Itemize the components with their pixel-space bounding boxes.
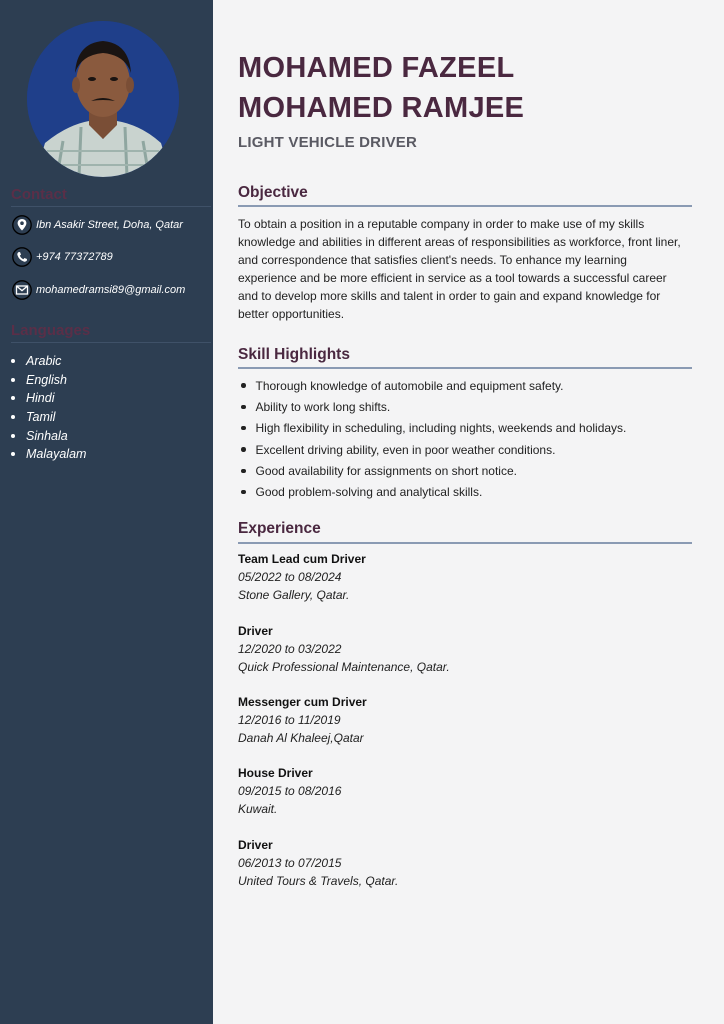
job-role: Driver	[238, 838, 273, 852]
email-text[interactable]: mohamedramsi89@gmail.com	[36, 284, 186, 296]
address-text: Ibn Asakir Street, Doha, Qatar	[36, 219, 183, 231]
language-item: Tamil	[11, 408, 86, 427]
job-company: Danah Al Khaleej,Qatar	[238, 731, 364, 745]
contact-divider	[11, 206, 211, 207]
skill-item: Thorough knowledge of automobile and equipment safety.	[238, 375, 626, 396]
job-role: House Driver	[238, 766, 313, 780]
sidebar	[0, 0, 213, 1024]
bullet-icon	[241, 490, 246, 495]
job-dates: 05/2022 to 08/2024	[238, 570, 342, 584]
bullet-icon	[11, 452, 15, 456]
bullet-icon	[241, 447, 246, 452]
skill-item: Excellent driving ability, even in poor weather conditions.	[238, 439, 626, 460]
contact-heading: Contact	[11, 186, 67, 203]
experience-entry	[238, 693, 688, 747]
languages-list	[11, 352, 86, 464]
experience-heading: Experience	[238, 520, 321, 537]
job-role: Driver	[238, 624, 273, 638]
skill-item: High flexibility in scheduling, including nights, weekends and holidays.	[238, 418, 626, 439]
experience-divider	[238, 542, 692, 544]
skill-item: Good availability for assignments on short notice.	[238, 460, 626, 481]
skills-list	[238, 375, 626, 503]
envelope-icon	[11, 279, 33, 301]
language-item: Arabic	[11, 352, 86, 371]
bullet-icon	[11, 434, 15, 438]
phone-text: +974 77372789	[36, 251, 113, 263]
job-role: Messenger cum Driver	[238, 695, 367, 709]
job-company: Stone Gallery, Qatar.	[238, 588, 350, 602]
job-role: Team Lead cum Driver	[238, 552, 366, 566]
bullet-icon	[11, 396, 15, 400]
name-line-2: MOHAMED RAMJEE	[238, 92, 525, 124]
name-line-1: MOHAMED FAZEEL	[238, 52, 515, 84]
job-company: Kuwait.	[238, 802, 278, 816]
experience-entry	[238, 550, 688, 604]
bullet-icon	[11, 359, 15, 363]
job-dates: 12/2020 to 03/2022	[238, 642, 342, 656]
skill-item: Good problem-solving and analytical skills.	[238, 481, 626, 502]
language-item: English	[11, 371, 86, 390]
bullet-icon	[241, 383, 246, 388]
experience-entry	[238, 764, 688, 818]
bullet-icon	[241, 405, 246, 410]
bullet-icon	[11, 415, 15, 419]
objective-divider	[238, 205, 692, 207]
job-dates: 09/2015 to 08/2016	[238, 784, 342, 798]
bullet-icon	[241, 426, 246, 431]
job-dates: 12/2016 to 11/2019	[238, 713, 341, 727]
contact-phone	[11, 246, 113, 268]
skill-item: Ability to work long shifts.	[238, 396, 626, 417]
language-item: Hindi	[11, 389, 86, 408]
job-dates: 06/2013 to 07/2015	[238, 856, 342, 870]
languages-divider	[11, 342, 211, 343]
bullet-icon	[241, 469, 246, 474]
phone-icon	[11, 246, 33, 268]
contact-address	[11, 214, 183, 236]
job-company: Quick Professional Maintenance, Qatar.	[238, 660, 450, 674]
languages-heading: Languages	[11, 322, 91, 339]
location-pin-icon	[11, 214, 33, 236]
experience-entry	[238, 622, 688, 676]
language-item: Sinhala	[11, 426, 86, 445]
bullet-icon	[11, 378, 15, 382]
job-company: United Tours & Travels, Qatar.	[238, 874, 399, 888]
profile-photo	[27, 21, 179, 177]
experience-entry	[238, 836, 688, 890]
language-item: Malayalam	[11, 445, 86, 464]
objective-text: To obtain a position in a reputable company in order to make use of my skills knowledge and abilities in different areas of responsibilities as workforce, front liner, and correspondence that satisfies client's needs. To enhance my learning experience and be more efficient in service as a tool towards a successful career and to develop more skills and talent in order to gain and expand knowledge for better opportunities.	[238, 217, 681, 321]
objective-heading: Objective	[238, 184, 308, 201]
job-title: LIGHT VEHICLE DRIVER	[238, 134, 418, 151]
skills-divider	[238, 367, 692, 369]
contact-email	[11, 279, 185, 301]
skills-heading: Skill Highlights	[238, 346, 350, 363]
